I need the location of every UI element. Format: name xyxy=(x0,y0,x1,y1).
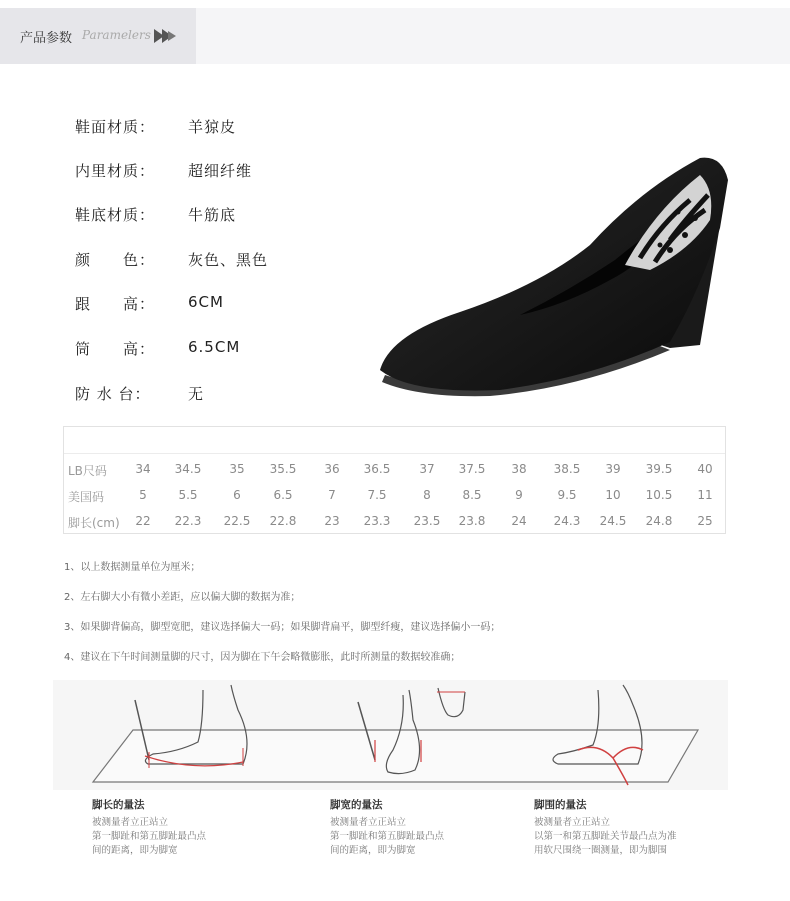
measure-title: 脚围的量法 xyxy=(534,799,587,811)
note-line: 4、建议在下午时间测量脚的尺寸，因为脚在下午会略微膨胀，此时所测量的数据较准确； xyxy=(64,652,461,663)
measure-line: 以第一和第五脚趾关节最凸点为准 xyxy=(534,831,677,842)
spec-label: 内里材质： xyxy=(75,162,156,180)
spec-value: 6.5CM xyxy=(188,338,241,356)
size-cell: 23.8 xyxy=(458,514,486,528)
size-chart xyxy=(63,426,726,534)
size-row-header: 美国码 xyxy=(68,490,105,504)
size-cell: 34.5 xyxy=(174,462,202,476)
size-cell: 38 xyxy=(511,462,527,476)
size-cell: 34 xyxy=(135,462,151,476)
measure-line: 第一脚趾和第五脚趾最凸点 xyxy=(92,831,207,842)
spec-value: 无 xyxy=(188,385,205,403)
size-cell: 22.3 xyxy=(174,514,202,528)
size-cell: 5 xyxy=(139,488,147,502)
size-cell: 39 xyxy=(605,462,621,476)
size-cell: 24.5 xyxy=(599,514,627,528)
measure-line: 被测量者立正站立 xyxy=(330,817,407,828)
measure-line: 间的距离，即为脚宽 xyxy=(330,845,416,856)
spec-value: 灰色、黑色 xyxy=(188,251,269,269)
note-line: 1、以上数据测量单位为厘米； xyxy=(64,562,201,573)
size-cell: 24 xyxy=(511,514,527,528)
size-cell: 35 xyxy=(229,462,245,476)
size-cell: 10 xyxy=(605,488,621,502)
note-line: 2、左右脚大小有微小差距，应以偏大脚的数据为准； xyxy=(64,592,301,603)
size-cell: 24.8 xyxy=(645,514,673,528)
size-cell: 11 xyxy=(697,488,713,502)
note-line: 3、如果脚背偏高，脚型宽肥，建议选择偏大一码；如果脚背扁平，脚型纤瘦，建议选择偏小一码； xyxy=(64,622,501,633)
size-cell: 40 xyxy=(697,462,713,476)
size-row-us xyxy=(64,488,725,508)
measure-line: 被测量者立正站立 xyxy=(92,817,169,828)
spec-label: 颜 色： xyxy=(75,251,156,269)
size-cell: 25 xyxy=(697,514,713,528)
spec-value: 牛筋底 xyxy=(188,206,237,224)
measure-line: 用软尺围绕一圈测量，即为脚围 xyxy=(534,845,668,856)
measure-line: 被测量者立正站立 xyxy=(534,817,611,828)
size-cell: 8.5 xyxy=(462,488,482,502)
size-cell: 23.3 xyxy=(363,514,391,528)
spec-label: 跟 高： xyxy=(75,295,156,313)
size-cell: 7.5 xyxy=(367,488,387,502)
size-cell: 22 xyxy=(135,514,151,528)
spec-label: 鞋底材质： xyxy=(75,206,156,224)
size-cell: 23.5 xyxy=(413,514,441,528)
size-row-lb xyxy=(64,462,725,482)
measure-title: 脚宽的量法 xyxy=(330,799,383,811)
size-cell: 5.5 xyxy=(178,488,198,502)
foot-measurement-illustration xyxy=(53,680,728,790)
size-cell: 36 xyxy=(324,462,340,476)
size-cell: 38.5 xyxy=(553,462,581,476)
size-cell: 22.5 xyxy=(223,514,251,528)
arrow-right-icon xyxy=(154,28,178,44)
size-cell: 6.5 xyxy=(273,488,293,502)
size-cell: 39.5 xyxy=(645,462,673,476)
spec-label: 防 水 台： xyxy=(75,385,151,403)
spec-label: 筒 高： xyxy=(75,340,156,358)
size-cell: 36.5 xyxy=(363,462,391,476)
size-row-foot-length xyxy=(64,514,725,534)
size-chart-top-band xyxy=(64,427,725,454)
spec-value: 6CM xyxy=(188,293,224,311)
measure-line: 间的距离，即为脚宽 xyxy=(92,845,178,856)
size-row-header: 脚长(cm) xyxy=(68,516,120,530)
size-cell: 22.8 xyxy=(269,514,297,528)
spec-label: 鞋面材质： xyxy=(75,118,156,136)
size-cell: 37 xyxy=(419,462,435,476)
size-cell: 9.5 xyxy=(557,488,577,502)
size-cell: 23 xyxy=(324,514,340,528)
header-title-en: Paramelers xyxy=(82,28,151,42)
size-cell: 10.5 xyxy=(645,488,673,502)
size-cell: 7 xyxy=(328,488,336,502)
measure-line: 第一脚趾和第五脚趾最凸点 xyxy=(330,831,445,842)
product-shoe-image xyxy=(370,150,740,410)
spec-value: 羊猄皮 xyxy=(188,118,237,136)
size-cell: 9 xyxy=(515,488,523,502)
size-cell: 35.5 xyxy=(269,462,297,476)
size-cell: 6 xyxy=(233,488,241,502)
size-cell: 8 xyxy=(423,488,431,502)
size-cell: 37.5 xyxy=(458,462,486,476)
spec-value: 超细纤维 xyxy=(188,162,253,180)
header-title-cn: 产品参数 xyxy=(20,31,73,46)
size-cell: 24.3 xyxy=(553,514,581,528)
size-row-header: LB尺码 xyxy=(68,464,107,478)
measure-title: 脚长的量法 xyxy=(92,799,145,811)
